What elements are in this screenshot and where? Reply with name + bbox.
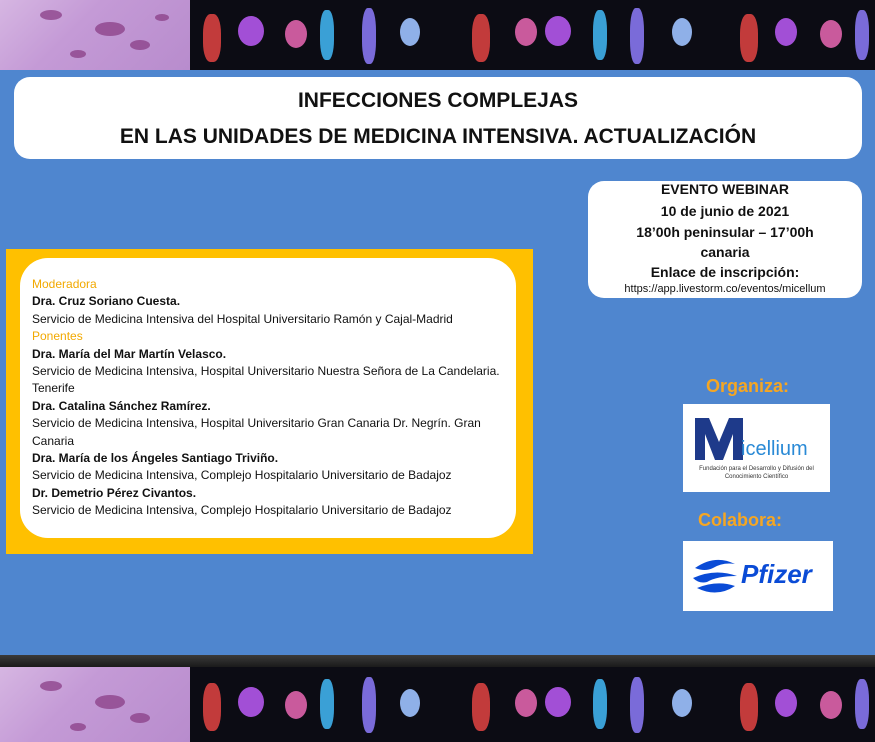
microscope-image <box>0 667 190 742</box>
micellium-logo <box>683 404 830 492</box>
speaker-affiliation: Servicio de Medicina Intensiva, Complejo Hospitalario Universitario de Badajoz <box>32 468 452 483</box>
moderator-affiliation: Servicio de Medicina Intensiva del Hospital Universitario Ramón y Cajal-Madrid <box>32 311 453 326</box>
title-box <box>14 77 862 159</box>
speaker-name: Dra. María de los Ángeles Santiago Triviño. <box>32 451 279 466</box>
moderator-name: Dra. Cruz Soriano Cuesta. <box>32 294 181 309</box>
micellium-wordmark: icellium <box>741 438 808 460</box>
event-time: 18’00h peninsular – 17’00h <box>636 224 814 240</box>
registration-link[interactable]: https://app.livestorm.co/eventos/micellum <box>624 283 826 295</box>
speaker-affiliation: Servicio de Medicina Intensiva, Hospital Universitario Nuestra Señora de La Candelaria. Tenerife <box>32 364 500 396</box>
pfizer-logo <box>683 541 833 611</box>
micellium-tagline-2: Conocimiento Científico <box>724 474 789 480</box>
speaker-name: Dra. María del Mar Martín Velasco. <box>32 346 227 361</box>
speakers-label: Ponentes <box>32 329 83 344</box>
page-title-line-2: EN LAS UNIDADES DE MEDICINA INTENSIVA. ACTUALIZACIÓN <box>119 125 757 148</box>
pfizer-wordmark: Pfizer <box>741 559 812 589</box>
organiza-label: Organiza: <box>706 376 790 396</box>
speaker-affiliation: Servicio de Medicina Intensiva, Hospital Universitario Gran Canaria Dr. Negrín. Gran Canaria <box>32 416 481 448</box>
event-date: 10 de junio de 2021 <box>660 203 790 219</box>
speakers-list <box>32 276 512 520</box>
speaker-name: Dra. Catalina Sánchez Ramírez. <box>32 398 211 413</box>
pfizer-swirl-icon <box>689 550 741 602</box>
event-time-suffix: canaria <box>700 244 750 260</box>
event-type: EVENTO WEBINAR <box>660 181 790 197</box>
microscope-image <box>0 0 190 70</box>
event-info-box <box>588 181 862 298</box>
bottom-banner <box>0 667 875 742</box>
registration-label: Enlace de inscripción: <box>650 264 800 280</box>
micellium-tagline-1: Fundación para el Desarrollo y Difusión del <box>699 466 814 472</box>
bottom-separator <box>0 655 875 667</box>
top-banner <box>0 0 875 70</box>
colabora-label: Colabora: <box>698 510 783 530</box>
speaker-name: Dr. Demetrio Pérez Civantos. <box>32 485 197 500</box>
moderator-label: Moderadora <box>32 277 97 291</box>
page-title-line-1: INFECCIONES COMPLEJAS <box>297 89 579 112</box>
speaker-affiliation: Servicio de Medicina Intensiva, Complejo Hospitalario Universitario de Badajoz <box>32 503 452 518</box>
